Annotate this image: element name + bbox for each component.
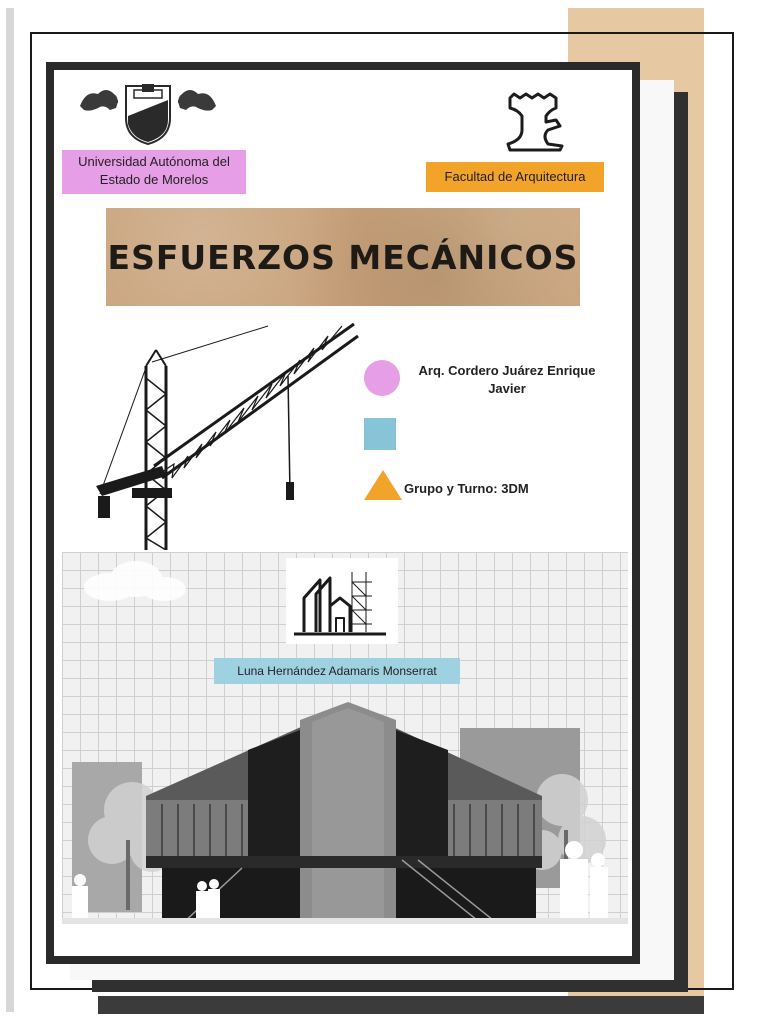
blank-entry: [590, 422, 600, 438]
crane-icon: [92, 318, 362, 550]
building-logo-card: [286, 558, 398, 644]
left-edge-strip: [6, 8, 14, 1012]
faculty-logo-icon: [500, 86, 570, 152]
bottom-shadow: [98, 996, 704, 1014]
title-banner: [106, 208, 580, 306]
university-crest-icon: [76, 80, 220, 146]
faculty-name-label: Facultad de Arquitectura: [426, 162, 604, 192]
teacher-bullet-circle-icon: [364, 360, 400, 396]
building-logo-icon: [286, 558, 398, 644]
blank-bullet-square-icon: [364, 418, 396, 450]
page-title: ESFUERZOS MECÁNICOS: [107, 238, 579, 277]
group-shift: Grupo y Turno: 3DM: [404, 481, 529, 496]
building-illustration: [62, 700, 628, 924]
teacher-name: Arq. Cordero Juárez Enrique Javier: [418, 363, 596, 396]
student-name-label: Luna Hernández Adamaris Monserrat: [214, 658, 460, 684]
group-bullet-triangle-icon: [364, 470, 402, 500]
university-name-label: Universidad Autónoma del Estado de Morelos: [62, 150, 246, 194]
cloud-icon: [80, 555, 190, 605]
